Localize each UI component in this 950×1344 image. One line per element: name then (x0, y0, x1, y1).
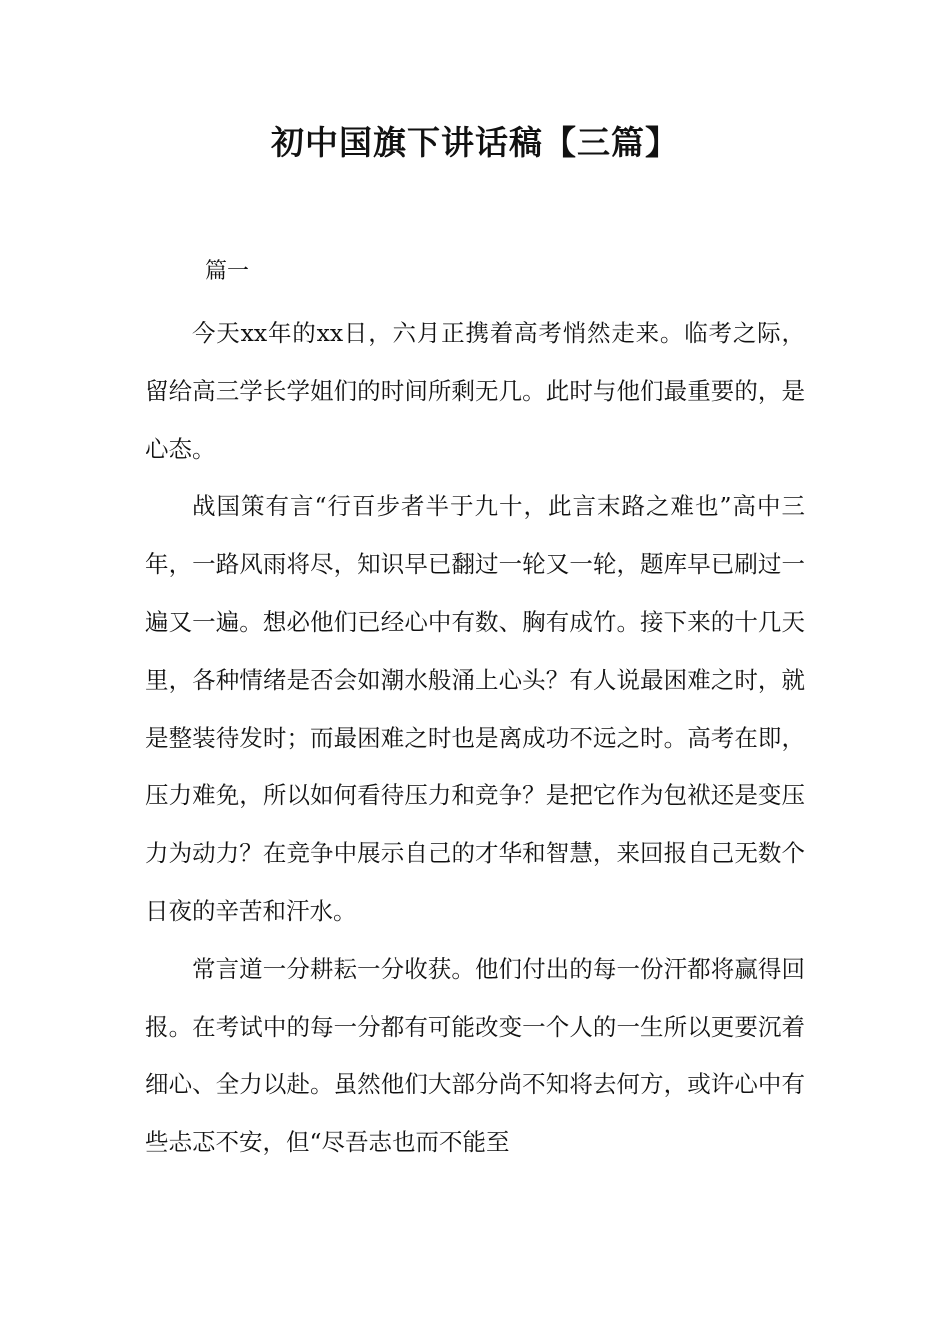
document-body (145, 305, 805, 1172)
document-title: 初中国旗下讲话稿【三篇】 (271, 123, 679, 162)
paragraph-2: 战国策有言“行百步者半于九十，此言末路之难也”高中三年，一路风雨将尽，知识早已翻过一轮又一轮，题库早已刷过一遍又一遍。想必他们已经心中有数、胸有成竹。接下来的十几天里，各种情绪是否会如潮水般涌上心头？有人说最困难之时，就是整装待发时；而最困难之时也是离成功不远之时。高考在即，压力难免，所以如何看待压力和竞争？是把它作为包袱还是变压力为动力？在竞争中展示自己的才华和智慧，来回报自己无数个日夜的辛苦和汗水。 (145, 492, 805, 925)
paragraph-3: 常言道一分耕耘一分收获。他们付出的每一份汗都将赢得回报。在考试中的每一分都有可能改变一个人的一生所以更要沉着细心、全力以赴。虽然他们大部分尚不知将去何方，或许心中有些忐忑不安，但“尽吾志也而不能至 (145, 954, 805, 1157)
paragraph-1: 今天xx年的xx日，六月正携着高考悄然走来。临考之际，留给高三学长学姐们的时间所剩无几。此时与他们最重要的，是心态。 (145, 319, 805, 463)
section-label: 篇一 (205, 259, 250, 284)
